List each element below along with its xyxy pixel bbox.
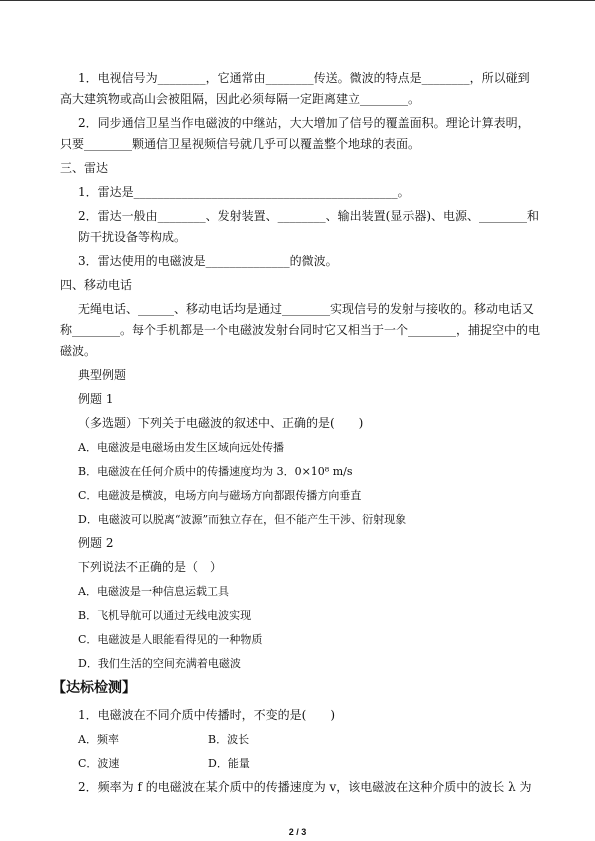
option-text: C．电磁波是人眼能看得见的一种物质 xyxy=(78,633,263,646)
option-left: C．波速 xyxy=(78,757,120,770)
paragraph: 1．电视信号为________，它通常由________传送。微波的特点是________，所以碰到高大建筑物或高山会被阻隔，因此必须每隔一定距离建立________。 xyxy=(60,71,530,106)
paragraph: 例题 2 xyxy=(78,536,114,550)
option-text: A．电磁波是电磁场由发生区域向远处传播 xyxy=(78,441,284,454)
section-title: 【达标检测】 xyxy=(52,680,136,696)
paragraph: 2．同步通信卫星当作电磁波的中继站，大大增加了信号的覆盖面积。理论计算表明，只要________颗通信卫星视频信号就几乎可以覆盖整个地球的表面。 xyxy=(60,116,530,151)
option-text: A．电磁波是一种信息运载工具 xyxy=(78,585,229,598)
document-body xyxy=(52,68,541,801)
paragraph: 1．电磁波在不同介质中传播时，不变的是( ) xyxy=(78,708,335,722)
option-left: A．频率 xyxy=(78,733,119,746)
section-heading: 四、移动电话 xyxy=(60,278,133,292)
option-right: D．能量 xyxy=(208,757,250,770)
content-block xyxy=(60,68,540,674)
paragraph: 2．雷达一般由________、发射装置、________、输出装置(显示器)、电源、________和防干扰设备等构成。 xyxy=(78,209,540,244)
section-heading: 三、雷达 xyxy=(60,161,109,175)
option-text: D．我们生活的空间充满着电磁波 xyxy=(78,657,241,670)
paragraph: 例题 1 xyxy=(78,392,114,406)
option-row xyxy=(78,729,540,750)
option-row xyxy=(78,753,540,774)
option-text: D．电磁波可以脱离“波源”而独立存在，但不能产生干涉、衍射现象 xyxy=(78,513,407,526)
paragraph: 3．雷达使用的电磁波是______________的微波。 xyxy=(78,254,338,268)
quiz-block xyxy=(60,705,540,798)
paragraph: 下列说法不正确的是（ ） xyxy=(78,560,223,574)
paragraph: 无绳电话、______、移动电话均是通过________实现信号的发射与接收的。移动电话又称________。每个手机都是一个电磁波发射台同时它又相当于一个________，捕捉空中的电磁波。 xyxy=(60,302,541,358)
paragraph: 典型例题 xyxy=(78,368,127,382)
paragraph: （多选题）下列关于电磁波的叙述中、正确的是( ) xyxy=(78,416,364,430)
option-text: C．电磁波是横波，电场方向与磁场方向都跟传播方向垂直 xyxy=(78,489,362,502)
header-rule xyxy=(0,0,595,1)
option-right: B．波长 xyxy=(208,733,250,746)
paragraph: 1．雷达是____________________________________________。 xyxy=(78,185,410,199)
option-text: B．电磁波在任何介质中的传播速度均为 3．0×10⁸ m/s xyxy=(78,465,353,478)
page-number: 2 / 3 xyxy=(288,827,307,837)
paragraph: 2．频率为 f 的电磁波在某介质中的传播速度为 v，该电磁波在这种介质中的波长 λ 为 xyxy=(78,780,532,794)
option-text: B．飞机导航可以通过无线电波实现 xyxy=(78,609,252,622)
